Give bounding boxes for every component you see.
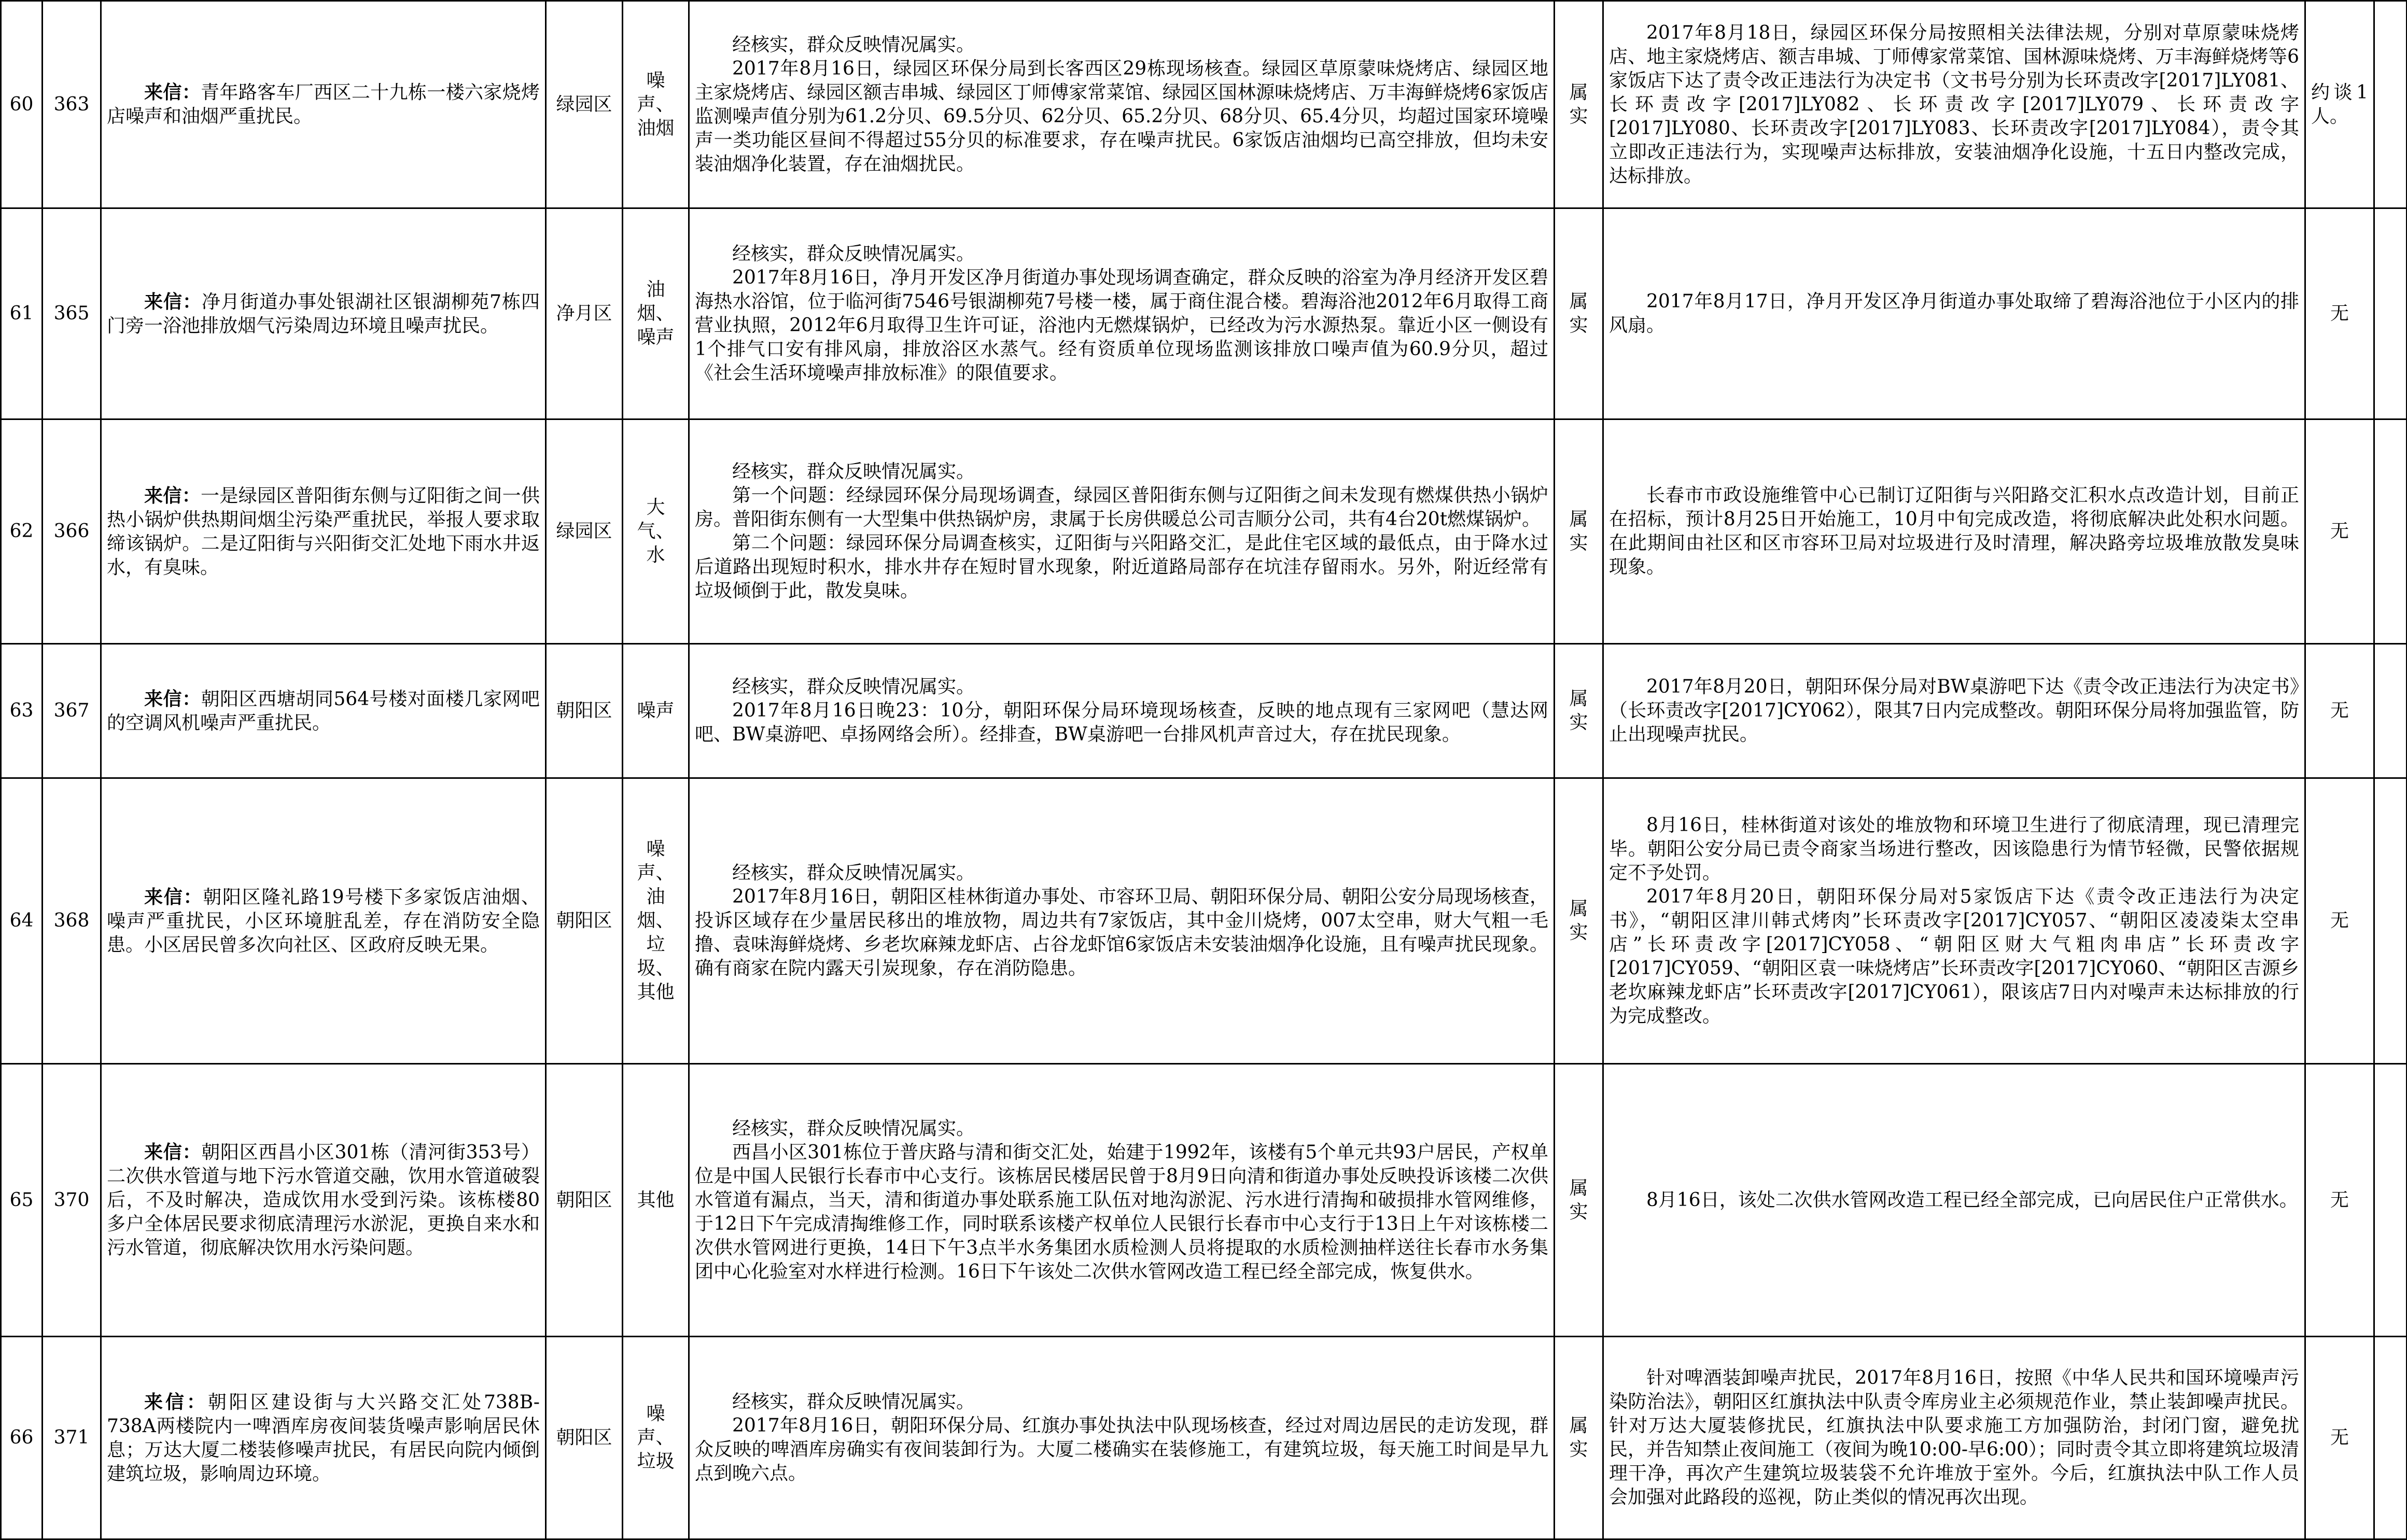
paragraph: 经核实，群众反映情况属实。 bbox=[732, 1117, 975, 1139]
paragraph: 经核实，群众反映情况属实。 bbox=[732, 1391, 975, 1412]
accountability: 无 bbox=[2305, 208, 2374, 419]
empty-cell bbox=[2374, 644, 2407, 778]
accountability: 无 bbox=[2305, 644, 2374, 778]
letter-paragraph bbox=[107, 687, 540, 735]
table-row bbox=[1, 778, 2407, 1064]
verdict: 属实 bbox=[1555, 644, 1603, 778]
row-number: 62 bbox=[1, 419, 43, 644]
letter-lead: 来信： bbox=[144, 688, 201, 710]
category: 油烟、噪声 bbox=[623, 208, 689, 419]
letter-lead: 来信： bbox=[144, 81, 201, 103]
rectification bbox=[1603, 419, 2305, 644]
verdict: 属实 bbox=[1555, 778, 1603, 1064]
complaint-letter bbox=[101, 419, 546, 644]
paragraph: 2017年8月16日晚23：10分，朝阳环保分局环境现场核查，反映的地点现有三家网吧（慧达网吧、BW桌游吧、卓扬网络会所）。经排查，BW桌游吧一台排风机声音过大，存在扰民现象。 bbox=[695, 700, 1548, 745]
letter-text: 一是绿园区普阳街东侧与辽阳街之间一供热小锅炉供热期间烟尘污染严重扰民，举报人要求取缔该锅炉。二是辽阳街与兴阳街交汇处地下雨水井返水，有臭味。 bbox=[107, 485, 540, 578]
letter-text: 净月街道办事处银湖社区银湖柳苑7栋四门旁一浴池排放烟气污染周边环境且噪声扰民。 bbox=[107, 291, 540, 337]
table-row bbox=[1, 1, 2407, 208]
table-row bbox=[1, 1064, 2407, 1337]
verdict: 属实 bbox=[1555, 1, 1603, 208]
empty-cell bbox=[2374, 778, 2407, 1064]
category: 噪声、垃圾 bbox=[623, 1337, 689, 1539]
district: 朝阳区 bbox=[546, 1064, 623, 1337]
verdict: 属实 bbox=[1555, 1064, 1603, 1337]
paragraph: 西昌小区301栋位于普庆路与清和街交汇处，始建于1992年，该楼有5个单元共93户居民，产权单位是中国人民银行长春市中心支行。该栋居民楼居民曾于8月9日向清和街道办事处反映投诉该楼二次供水管道有漏点，当天，清和街道办事处联系施工队伍对地沟淤泥、污水进行清掏和破损排水管网维修，于12日下午完成清掏维修工作，同时联系该楼产权单位人民银行长春市中心支行于13日上午对该栋楼二次供水管网进行更换，14日下午3点半水务集团水质检测人员将提取的水质检测抽样送往长春市水务集团中心化验室对水样进行检测。16日下午该处二次供水管网改造工程已经全部完成，恢复供水。 bbox=[695, 1141, 1548, 1282]
row-number: 65 bbox=[1, 1064, 43, 1337]
letter-paragraph bbox=[107, 1140, 540, 1260]
accountability: 无 bbox=[2305, 778, 2374, 1064]
letter-text: 朝阳区西昌小区301栋（清河街353号）二次供水管道与地下污水管道交融，饮用水管道破裂后，不及时解决，造成饮用水受到污染。该栋楼80多户全体居民要求彻底清理污水淤泥，更换自来水和污水管道，彻底解决饮用水污染问题。 bbox=[107, 1142, 540, 1258]
letter-paragraph bbox=[107, 484, 540, 580]
complaint-letter bbox=[101, 778, 546, 1064]
findings bbox=[689, 1, 1555, 208]
case-id: 371 bbox=[43, 1337, 101, 1539]
findings bbox=[689, 419, 1555, 644]
category: 噪声 bbox=[623, 644, 689, 778]
complaint-letter bbox=[101, 644, 546, 778]
rectification bbox=[1603, 208, 2305, 419]
rectification bbox=[1603, 1337, 2305, 1539]
category: 噪声、油烟 bbox=[623, 1, 689, 208]
paragraph: 经核实，群众反映情况属实。 bbox=[732, 461, 975, 482]
letter-paragraph bbox=[107, 290, 540, 338]
letter-lead: 来信： bbox=[144, 1141, 202, 1163]
findings bbox=[689, 1337, 1555, 1539]
letter-paragraph bbox=[107, 80, 540, 129]
complaint-letter bbox=[101, 1337, 546, 1539]
row-number: 66 bbox=[1, 1337, 43, 1539]
case-id: 367 bbox=[43, 644, 101, 778]
row-number: 61 bbox=[1, 208, 43, 419]
accountability: 无 bbox=[2305, 1064, 2374, 1337]
findings bbox=[689, 778, 1555, 1064]
paragraph: 经核实，群众反映情况属实。 bbox=[732, 34, 975, 55]
letter-lead: 来信： bbox=[144, 484, 201, 507]
letter-text: 朝阳区隆礼路19号楼下多家饭店油烟、噪声严重扰民，小区环境脏乱差，存在消防安全隐患。小区居民曾多次向社区、区政府反映无果。 bbox=[107, 886, 540, 956]
verdict: 属实 bbox=[1555, 208, 1603, 419]
row-number: 63 bbox=[1, 644, 43, 778]
district: 净月区 bbox=[546, 208, 623, 419]
table-row bbox=[1, 644, 2407, 778]
row-number: 64 bbox=[1, 778, 43, 1064]
rectification bbox=[1603, 778, 2305, 1064]
category: 大气、水 bbox=[623, 419, 689, 644]
paragraph: 2017年8月20日，朝阳环保分局对BW桌游吧下达《责令改正违法行为决定书》（长环责改字[2017]CY062），限其7日内完成整改。朝阳环保分局将加强监管，防止出现噪声扰民。 bbox=[1609, 676, 2299, 745]
letter-text: 朝阳区西塘胡同564号楼对面楼几家网吧的空调风机噪声严重扰民。 bbox=[107, 688, 540, 734]
row-number: 60 bbox=[1, 1, 43, 208]
district: 朝阳区 bbox=[546, 644, 623, 778]
empty-cell bbox=[2374, 1337, 2407, 1539]
rectification bbox=[1603, 644, 2305, 778]
category: 噪声、油烟、垃圾、其他 bbox=[623, 778, 689, 1064]
letter-paragraph bbox=[107, 885, 540, 957]
district: 朝阳区 bbox=[546, 778, 623, 1064]
paragraph: 2017年8月16日，朝阳环保分局、红旗办事处执法中队现场核查，经过对周边居民的走访发现，群众反映的啤酒库房确实有夜间装卸行为。大厦二楼确实在装修施工，有建筑垃圾，每天施工时间是早九点到晚六点。 bbox=[695, 1415, 1548, 1484]
verdict: 属实 bbox=[1555, 419, 1603, 644]
letter-text: 朝阳区建设街与大兴路交汇处738B-738A两楼院内一啤酒库房夜间装货噪声影响居民休息；万达大厦二楼装修噪声扰民，有居民向院内倾倒建筑垃圾，影响周边环境。 bbox=[107, 1391, 540, 1485]
empty-cell bbox=[2374, 419, 2407, 644]
letter-text: 青年路客车厂西区二十九栋一楼六家烧烤店噪声和油烟严重扰民。 bbox=[107, 82, 540, 127]
case-id: 366 bbox=[43, 419, 101, 644]
complaint-letter bbox=[101, 1064, 546, 1337]
case-id: 363 bbox=[43, 1, 101, 208]
rectification bbox=[1603, 1, 2305, 208]
paragraph: 第二个问题：绿园环保分局调查核实，辽阳街与兴阳路交汇，是此住宅区域的最低点，由于降水过后道路出现短时积水，排水井存在短时冒水现象，附近道路局部存在坑洼存留雨水。另外，附近经常有垃圾倾倒于此，散发臭味。 bbox=[695, 533, 1548, 601]
accountability: 约谈1人。 bbox=[2305, 1, 2374, 208]
empty-cell bbox=[2374, 208, 2407, 419]
case-id: 368 bbox=[43, 778, 101, 1064]
letter-paragraph bbox=[107, 1390, 540, 1486]
table-row bbox=[1, 419, 2407, 644]
complaint-letter bbox=[101, 208, 546, 419]
findings bbox=[689, 208, 1555, 419]
letter-lead: 来信： bbox=[144, 290, 202, 313]
findings bbox=[689, 1064, 1555, 1337]
verdict: 属实 bbox=[1555, 1337, 1603, 1539]
paragraph: 8月16日，桂林街道对该处的堆放物和环境卫生进行了彻底清理，现已清理完毕。朝阳公安分局已责令商家当场进行整改，因该隐患行为情节轻微，民警依据规定不予处罚。 bbox=[1609, 815, 2299, 884]
paragraph: 针对啤酒装卸噪声扰民，2017年8月16日，按照《中华人民共和国环境噪声污染防治法》，朝阳区红旗执法中队责令库房业主必须规范作业，禁止装卸噪声扰民。针对万达大厦装修扰民，红旗执法中队要求施工方加强防治，封闭门窗，避免扰民，并告知禁止夜间施工（夜间为晚10:00-早6:00）；同时责令其立即将建筑垃圾清理干净，再次产生建筑垃圾装袋不允许堆放于室外。今后，红旗执法中队工作人员会加强对此路段的巡视，防止类似的情况再次出现。 bbox=[1609, 1367, 2299, 1508]
paragraph: 2017年8月18日，绿园区环保分局按照相关法律法规，分别对草原蒙味烧烤店、地主家烧烤店、额吉串城、丁师傅家常菜馆、国林源味烧烤、万丰海鲜烧烤等6家饭店下达了责令改正违法行为决定书（文书号分别为长环责改字[2017]LY081、长环责改字[2017]LY082、长环责改字[2017]LY079、长环责改字[2017]LY080、长环责改字[2017]LY083、长环责改字[2017]LY084），责令其立即改正违法行为，实现噪声达标排放，安装油烟净化设施，十五日内整改完成，达标排放。 bbox=[1609, 22, 2299, 187]
letter-lead: 来信： bbox=[144, 886, 203, 908]
empty-cell bbox=[2374, 1064, 2407, 1337]
empty-cell bbox=[2374, 1, 2407, 208]
paragraph: 2017年8月16日，绿园区环保分局到长客西区29栋现场核查。绿园区草原蒙味烧烤店、绿园区地主家烧烤店、绿园区额吉串城、绿园区丁师傅家常菜馆、绿园区国林源味烧烤店、万丰海鲜烧烤6家饭店监测噪声值分别为61.2分贝、69.5分贝、62分贝、65.2分贝、68分贝、65.4分贝，均超过国家环境噪声一类功能区昼间不得超过55分贝的标准要求，存在噪声扰民。6家饭店油烟均已高空排放，但均未安装油烟净化装置，存在油烟扰民。 bbox=[695, 58, 1548, 175]
paragraph: 2017年8月17日，净月开发区净月街道办事处取缔了碧海浴池位于小区内的排风扇。 bbox=[1609, 291, 2299, 336]
paragraph: 2017年8月16日，朝阳区桂林街道办事处、市容环卫局、朝阳环保分局、朝阳公安分局现场核查，投诉区域存在少量居民移出的堆放物，周边共有7家饭店，其中金川烧烤，007太空串，财大气粗一毛撸、袁味海鲜烧烤、乡老坎麻辣龙虾店、占谷龙虾馆6家饭店未安装油烟净化设施，且有噪声扰民现象。确有商家在院内露天引炭现象，存在消防隐患。 bbox=[695, 886, 1548, 979]
accountability: 无 bbox=[2305, 419, 2374, 644]
paragraph: 经核实，群众反映情况属实。 bbox=[732, 676, 975, 697]
findings bbox=[689, 644, 1555, 778]
paragraph: 2017年8月16日，净月开发区净月街道办事处现场调查确定，群众反映的浴室为净月经济开发区碧海热水浴馆，位于临河街7546号银湖柳苑7号楼一楼，属于商住混合楼。碧海浴池2012年6月取得工商营业执照，2012年6月取得卫生许可证，浴池内无燃煤锅炉，已经改为污水源热泵。靠近小区一侧设有1个排气口安有排风扇，排放浴区水蒸气。经有资质单位现场监测该排放口噪声值为60.9分贝，超过《社会生活环境噪声排放标准》的限值要求。 bbox=[695, 267, 1548, 384]
category: 其他 bbox=[623, 1064, 689, 1337]
paragraph: 8月16日，该处二次供水管网改造工程已经全部完成，已向居民住户正常供水。 bbox=[1646, 1189, 2298, 1211]
paragraph: 经核实，群众反映情况属实。 bbox=[732, 862, 975, 884]
case-id: 370 bbox=[43, 1064, 101, 1337]
accountability: 无 bbox=[2305, 1337, 2374, 1539]
table-row bbox=[1, 208, 2407, 419]
paragraph: 经核实，群众反映情况属实。 bbox=[732, 243, 975, 264]
paragraph: 第一个问题：经绿园环保分局现场调查，绿园区普阳街东侧与辽阳街之间未发现有燃煤供热小锅炉房。普阳街东侧有一大型集中供热锅炉房，隶属于长房供暖总公司吉顺分公司，共有4台20t燃煤锅炉。 bbox=[695, 485, 1548, 530]
district: 绿园区 bbox=[546, 419, 623, 644]
case-id: 365 bbox=[43, 208, 101, 419]
table-row bbox=[1, 1337, 2407, 1539]
paragraph: 2017年8月20日，朝阳环保分局对5家饭店下达《责令改正违法行为决定书》，“朝阳区津川韩式烤肉”长环责改字[2017]CY057、“朝阳区凌凌柒太空串店”长环责改字[2017]CY058、“朝阳区财大气粗肉串店”长环责改字[2017]CY059、“朝阳区袁一味烧烤店”长环责改字[2017]CY060、“朝阳区吉源乡老坎麻辣龙虾店”长环责改字[2017]CY061），限该店7日内对噪声未达标排放的行为完成整改。 bbox=[1609, 886, 2299, 1027]
complaint-letter bbox=[101, 1, 546, 208]
district: 朝阳区 bbox=[546, 1337, 623, 1539]
district: 绿园区 bbox=[546, 1, 623, 208]
paragraph: 长春市市政设施维管中心已制订辽阳街与兴阳路交汇积水点改造计划，目前正在招标，预计8月25日开始施工，10月中旬完成改造，将彻底解决此处积水问题。在此期间由社区和区市容环卫局对垃圾进行及时清理，解决路旁垃圾堆放散发臭味现象。 bbox=[1609, 485, 2299, 578]
letter-lead: 来信： bbox=[144, 1391, 208, 1413]
rectification bbox=[1603, 1064, 2305, 1337]
